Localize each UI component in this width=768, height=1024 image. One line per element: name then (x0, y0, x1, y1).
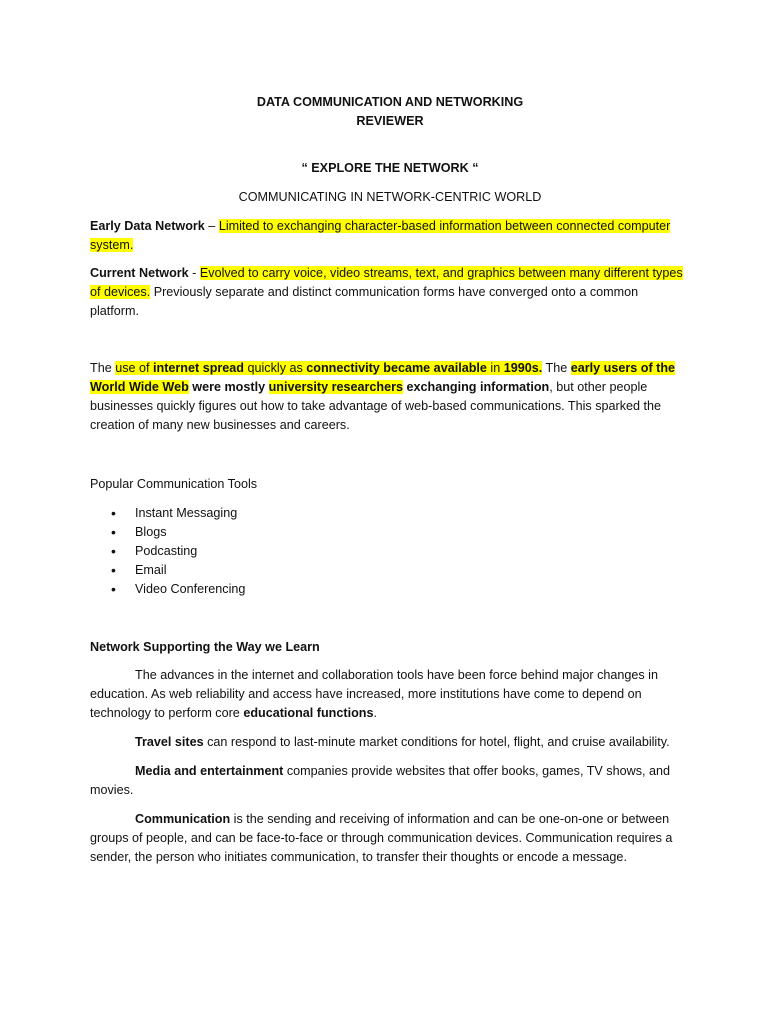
media-bold: Media and entertainment (135, 764, 284, 778)
communication-paragraph (90, 810, 690, 867)
internet-highlight-bold: connectivity became available (306, 361, 487, 375)
media-text: companies provide websites that offer books, games, TV shows, and movies. (90, 764, 671, 797)
learn-end: . (373, 706, 377, 720)
early-network-separator: – (208, 219, 219, 233)
internet-highlight: quickly as (244, 361, 307, 375)
internet-bold: were mostly (188, 380, 269, 394)
current-network-rest: Previously separate and distinct communication forms have converged onto a common platform. (90, 285, 639, 318)
learn-text: The advances in the internet and collaboration tools have been force behind major changes in education. As web reliability and access have increased, more institutions have come to depend on technology to perform core (90, 668, 658, 720)
learn-heading: Network Supporting the Way we Learn (90, 640, 320, 654)
learn-bold: educational functions (243, 706, 374, 720)
document-title (90, 93, 690, 131)
current-network-paragraph (90, 264, 690, 321)
tools-heading: Popular Communication Tools (90, 477, 258, 491)
internet-text: The (90, 361, 116, 375)
list-item: • Email (90, 561, 690, 580)
communication-text: is the sending and receiving of information and can be one-on-one or between groups of people, and can be face-to-face or through communication devices. Communication requires a sender, the person who initiates communication, to transfer their thoughts or encode a message. (90, 812, 673, 864)
travel-text: can respond to last-minute market conditions for hotel, flight, and cruise availability. (203, 735, 670, 749)
list-item: • Video Conferencing (90, 580, 690, 599)
tools-list (90, 504, 690, 599)
internet-highlight: in (486, 361, 504, 375)
list-item: • Podcasting (90, 542, 690, 561)
internet-highlight-bold: 1990s. (503, 361, 543, 375)
travel-paragraph (90, 733, 690, 752)
early-network-term: Early Data Network (90, 219, 209, 233)
section-heading: COMMUNICATING IN NETWORK-CENTRIC WORLD (238, 190, 542, 204)
subtitle: “ EXPLORE THE NETWORK “ (301, 161, 479, 175)
current-network-term: Current Network (90, 266, 189, 280)
list-item: • Blogs (90, 523, 690, 542)
internet-highlight-bold: university researchers (268, 380, 403, 394)
media-paragraph (90, 762, 690, 800)
early-network-definition: Limited to exchanging character-based information between connected computer system. (90, 219, 671, 252)
internet-highlight-bold: early users of the World Wide Web (90, 361, 676, 394)
communication-bold: Communication (135, 812, 231, 826)
title-line-2: REVIEWER (356, 114, 424, 128)
internet-text: , but other people businesses quickly figures out how to take advantage of web-based communications. This sparked the creation of many new businesses and careers. (90, 380, 662, 432)
current-network-definition: Evolved to carry voice, video streams, text, and graphics between many different types of devices. (90, 266, 683, 299)
current-network-separator: - (188, 266, 200, 280)
title-line-1: DATA COMMUNICATION AND NETWORKING (256, 95, 524, 109)
internet-paragraph (90, 359, 690, 435)
early-network-paragraph (90, 217, 690, 255)
list-item: • Instant Messaging (90, 504, 690, 523)
travel-bold: Travel sites (135, 735, 204, 749)
internet-text: The (542, 361, 571, 375)
internet-highlight: use of (115, 361, 154, 375)
internet-bold: exchanging information (406, 380, 550, 394)
learn-paragraph (90, 666, 690, 723)
internet-highlight-bold: internet spread (153, 361, 244, 375)
